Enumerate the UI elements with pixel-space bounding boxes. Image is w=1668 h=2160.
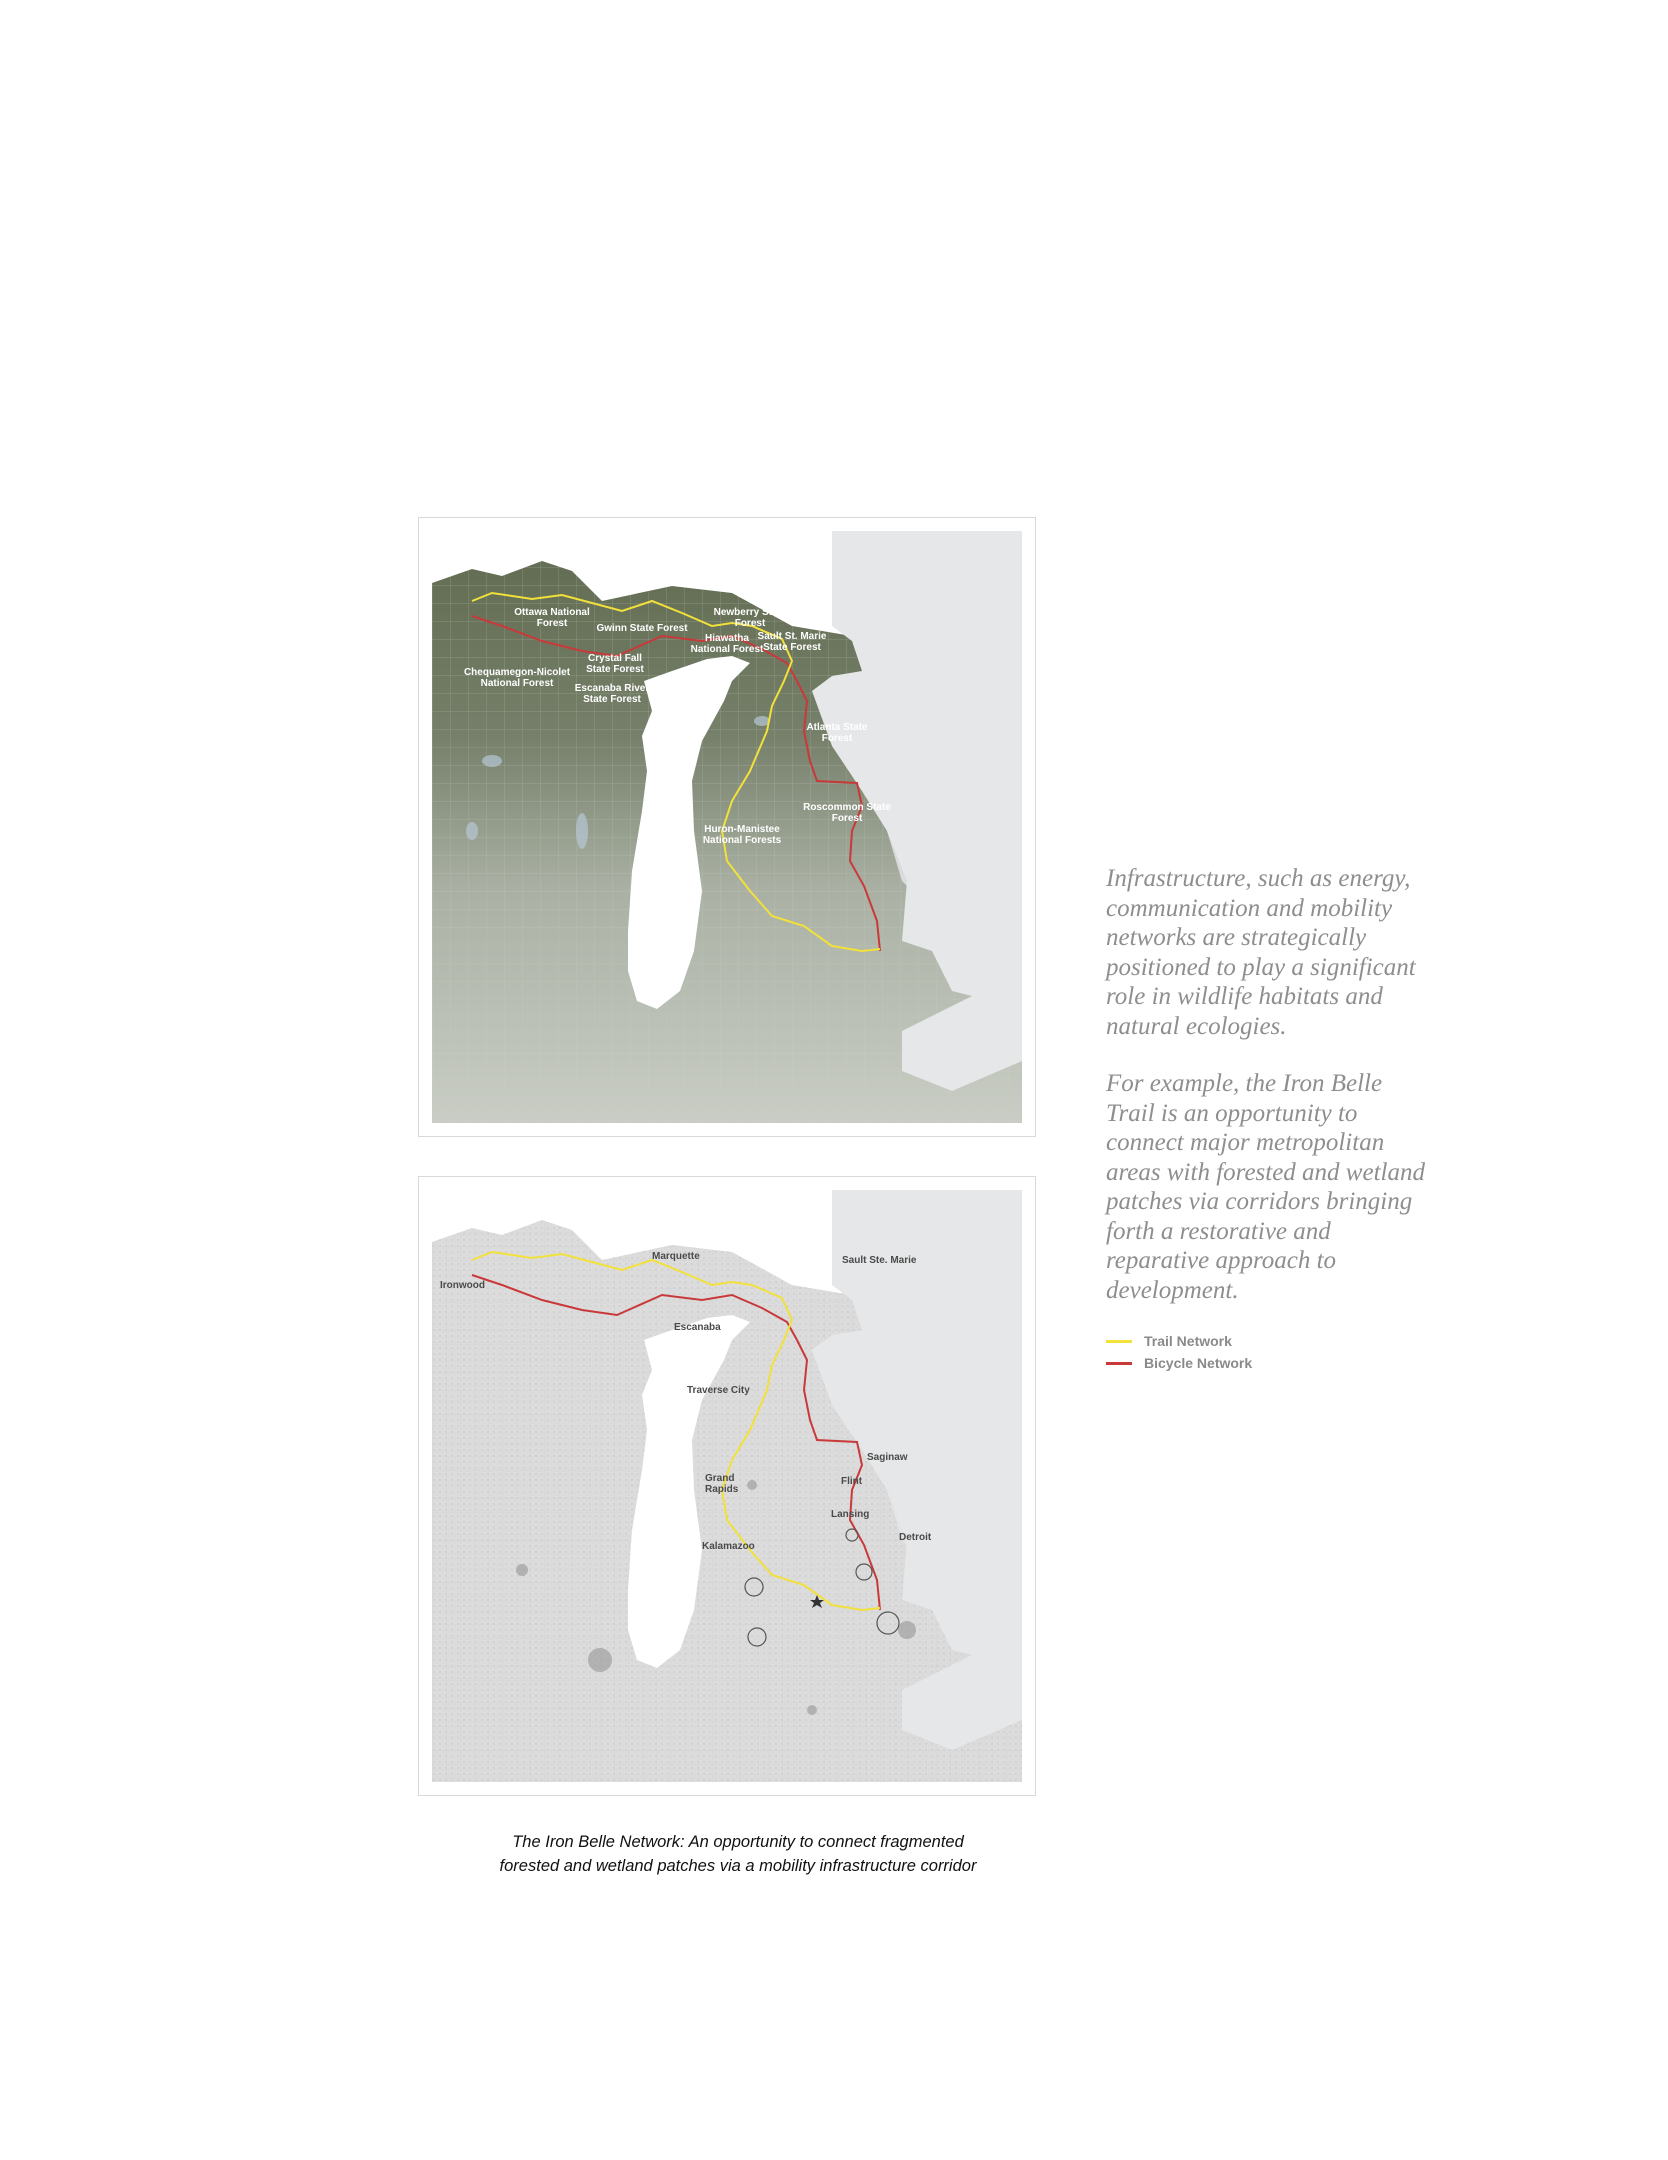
city-label-saginaw: Saginaw — [867, 1452, 908, 1463]
city-label-grand-rapids: Grand Rapids — [705, 1473, 739, 1495]
city-map — [432, 1190, 1022, 1782]
legend-item-bicycle — [1106, 1352, 1252, 1374]
caption-line-2: forested and wetland patches via a mobility infrastructure corridor — [499, 1857, 977, 1875]
city-label-sault-ste-marie: Sault Ste. Marie — [842, 1255, 917, 1266]
trail-swatch — [1106, 1340, 1132, 1343]
forest-label-chequamegon-nicolet-national-forest: Chequamegon-Nicolet National Forest — [463, 667, 571, 689]
forest-label-crystal-fall-state-forest: Crystal Fall State Forest — [586, 653, 644, 675]
forest-label-hiawatha-national-forest: Hiawatha National Forest — [690, 633, 764, 655]
bicycle-swatch — [1106, 1362, 1132, 1365]
city-label-ironwood: Ironwood — [440, 1280, 485, 1291]
figure-caption — [418, 1830, 1058, 1878]
forest-label-roscommon-state-forest: Roscommon State Forest — [803, 802, 891, 824]
forest-label-ottawa-national-forest: Ottawa National Forest — [514, 607, 590, 629]
city-label-marquette: Marquette — [652, 1251, 700, 1262]
forest-map-frame — [418, 517, 1036, 1137]
forest-label-atlanta-state-forest: Atlanta State Forest — [806, 722, 868, 744]
city-label-lansing: Lansing — [831, 1509, 870, 1520]
caption-line-1: The Iron Belle Network: An opportunity to connect fragmented — [512, 1833, 964, 1851]
city-label-escanaba: Escanaba — [674, 1322, 721, 1333]
city-map-frame — [418, 1176, 1036, 1796]
city-label-traverse-city: Traverse City — [687, 1385, 750, 1396]
side-paragraph-1: Infrastructure, such as energy, communication and mobility networks are strategically positioned to play a significant role in wildlife habitats and natural ecologies. — [1106, 865, 1416, 1040]
forest-label-newberry-state-forest: Newberry State Forest — [713, 607, 787, 629]
city-label-detroit: Detroit — [899, 1532, 932, 1543]
forest-map — [432, 531, 1022, 1123]
forest-label-huron-manistee-national-forests: Huron-Manistee National Forests — [702, 824, 782, 846]
forest-label-sault-st-marie-state-forest: Sault St. Marie State Forest — [757, 631, 827, 653]
map-legend — [1106, 1330, 1252, 1374]
side-text — [1106, 864, 1436, 1333]
forest-label-escanaba-river-state-forest: Escanaba River State Forest — [574, 683, 650, 705]
trail-legend-label: Trail Network — [1144, 1333, 1232, 1349]
bicycle-legend-label: Bicycle Network — [1144, 1355, 1253, 1371]
legend-item-trail — [1106, 1330, 1252, 1352]
side-paragraph-2: For example, the Iron Belle Trail is an opportunity to connect major metropolitan areas with forested and wetland patches via corridors bringing forth a restorative and reparative approach to development. — [1106, 1070, 1425, 1304]
city-label-kalamazoo: Kalamazoo — [702, 1541, 755, 1552]
city-label-flint: Flint — [841, 1476, 863, 1487]
forest-label-gwinn-state-forest: Gwinn State Forest — [596, 623, 688, 634]
